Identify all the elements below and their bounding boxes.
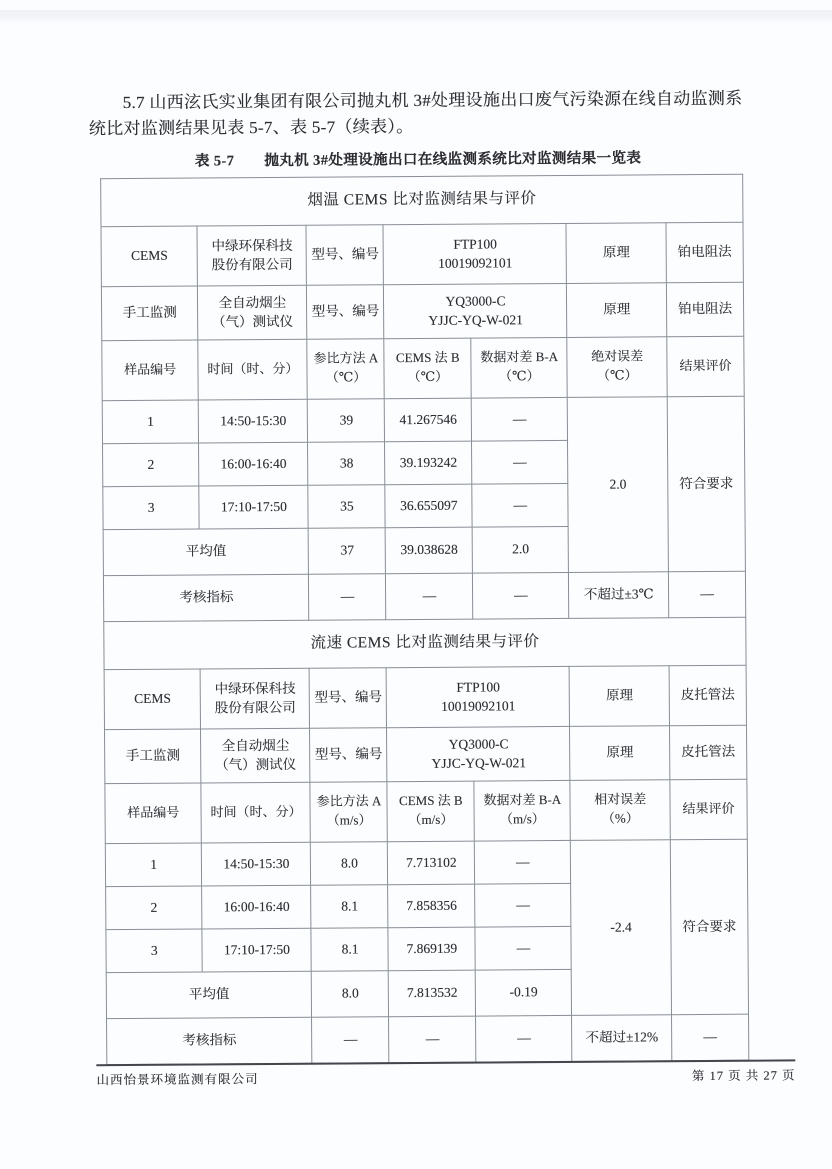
model-value-cell: FTP100 10019092101	[387, 666, 570, 727]
equipment-role-cell: 手工监测	[101, 286, 198, 341]
average-ref-cell: 8.0	[312, 970, 389, 1017]
principle-value-cell: 铂电阻法	[666, 282, 743, 337]
average-cems-cell: 39.038628	[386, 527, 473, 574]
col-header-error: 相对误差 （%）	[570, 779, 670, 840]
model-label-cell: 型号、编号	[306, 224, 383, 285]
col-header-data-diff: 数据对差 B-A （℃）	[471, 337, 568, 398]
diff-value-cell: —	[471, 397, 568, 441]
col-header-cems-method: CEMS 法 B （℃）	[384, 338, 471, 399]
principle-label-cell: 原理	[566, 222, 666, 283]
assessment-label-cell: 考核指标	[107, 1017, 313, 1064]
col-header-error: 绝对误差 （℃）	[567, 336, 667, 397]
average-diff-cell: 2.0	[472, 526, 569, 573]
sample-no-cell: 2	[106, 886, 203, 930]
col-header-result: 结果评价	[670, 779, 748, 840]
ref-value-cell: 38	[308, 441, 385, 485]
error-merged-cell: 2.0	[568, 396, 669, 572]
sample-no-cell: 1	[105, 843, 202, 887]
result-merged-cell: 符合要求	[670, 839, 748, 1015]
col-header-ref-method: 参比方法 A （℃）	[307, 338, 384, 399]
principle-value-cell: 铂电阻法	[666, 222, 744, 283]
cems-value-cell: 7.713102	[388, 841, 475, 885]
equipment-device-cell: 全自动烟尘 （气）测试仪	[201, 728, 310, 783]
principle-label-cell: 原理	[569, 665, 669, 726]
assessment-label-cell: 考核指标	[103, 574, 309, 621]
col-header-sample-no: 样品编号	[105, 783, 202, 844]
principle-value-cell: 皮托管法	[669, 665, 747, 726]
principle-label-cell: 原理	[570, 725, 670, 780]
principle-label-cell: 原理	[567, 282, 667, 337]
average-label-cell: 平均值	[106, 971, 312, 1018]
ref-value-cell: 8.1	[311, 884, 388, 928]
model-value-cell: YQ3000-C YJJC-YQ-W-021	[387, 726, 570, 781]
table-caption	[89, 145, 747, 171]
intro-paragraph: 5.7 山西泫氏实业集团有限公司抛丸机 3#处理设施出口废气污染源在线自动监测系统比对监测结果见表 5-7、表 5-7（续表）。	[88, 88, 743, 139]
result-merged-cell: 符合要求	[667, 396, 745, 572]
sample-no-cell: 1	[102, 400, 199, 444]
col-header-result: 结果评价	[667, 336, 745, 397]
assessment-diff-cell: —	[476, 1015, 573, 1062]
ref-value-cell: 8.0	[311, 841, 388, 885]
sample-time-cell: 17:10-17:50	[202, 928, 311, 972]
sample-no-cell: 3	[106, 929, 203, 973]
page-content	[89, 86, 754, 1065]
section-title: 流速 CEMS 比对监测结果与评价	[104, 617, 746, 669]
equipment-device-cell: 中绿环保科技 股份有限公司	[197, 225, 307, 286]
average-cems-cell: 7.813532	[389, 970, 476, 1017]
cems-value-cell: 39.193242	[385, 441, 472, 485]
sample-time-cell: 16:00-16:40	[199, 442, 308, 486]
col-header-time: 时间（时、分）	[198, 339, 308, 400]
equipment-role-cell: 手工监测	[105, 729, 202, 784]
comparison-table	[100, 173, 749, 1064]
cems-value-cell: 41.267546	[385, 398, 472, 442]
table-caption-label: 表 5-7	[194, 152, 235, 170]
diff-value-cell: —	[475, 883, 572, 927]
principle-value-cell: 皮托管法	[669, 725, 746, 780]
col-header-time: 时间（时、分）	[201, 782, 311, 843]
cems-value-cell: 36.655097	[385, 484, 472, 528]
sample-time-cell: 14:50-15:30	[199, 399, 308, 443]
diff-value-cell: —	[472, 483, 569, 527]
section-title: 烟温 CEMS 比对监测结果与评价	[101, 174, 743, 226]
assessment-result-cell: —	[668, 571, 745, 618]
assessment-limit-cell: 不超过±3℃	[569, 571, 669, 618]
model-label-cell: 型号、编号	[310, 667, 387, 728]
model-value-cell: YQ3000-C YJJC-YQ-W-021	[384, 283, 567, 338]
col-header-cems-method: CEMS 法 B （m/s）	[387, 781, 474, 842]
diff-value-cell: —	[475, 926, 572, 970]
model-value-cell: FTP100 10019092101	[383, 223, 566, 284]
average-diff-cell: -0.19	[475, 969, 572, 1016]
equipment-device-cell: 中绿环保科技 股份有限公司	[200, 668, 310, 729]
ref-value-cell: 39	[308, 398, 385, 442]
page-footer	[96, 1059, 795, 1088]
sample-no-cell: 3	[103, 486, 200, 530]
cems-value-cell: 7.858356	[388, 884, 475, 928]
assessment-ref-cell: —	[309, 573, 386, 620]
sample-time-cell: 17:10-17:50	[199, 485, 308, 529]
diff-value-cell: —	[474, 840, 571, 884]
equipment-role-cell: CEMS	[104, 669, 201, 730]
col-header-data-diff: 数据对差 B-A （m/s）	[474, 780, 571, 841]
sample-no-cell: 2	[103, 443, 200, 487]
model-label-cell: 型号、编号	[310, 727, 387, 782]
footer-page-info: 第 17 页 共 27 页	[691, 1068, 796, 1084]
table-caption-title: 抛丸机 3#处理设施出口在线监测系统比对监测结果一览表	[264, 150, 642, 169]
col-header-sample-no: 样品编号	[102, 340, 199, 401]
assessment-ref-cell: —	[312, 1016, 389, 1063]
assessment-limit-cell: 不超过±12%	[572, 1014, 672, 1061]
assessment-cems-cell: —	[386, 573, 473, 620]
ref-value-cell: 8.1	[311, 927, 388, 971]
diff-value-cell: —	[472, 440, 569, 484]
col-header-ref-method: 参比方法 A （m/s）	[310, 781, 387, 842]
assessment-result-cell: —	[671, 1014, 748, 1061]
sample-time-cell: 16:00-16:40	[202, 885, 311, 929]
equipment-device-cell: 全自动烟尘 （气）测试仪	[198, 285, 307, 340]
average-ref-cell: 37	[309, 527, 386, 574]
ref-value-cell: 35	[308, 484, 385, 528]
assessment-cems-cell: —	[389, 1016, 476, 1063]
assessment-diff-cell: —	[473, 572, 570, 619]
sample-time-cell: 14:50-15:30	[202, 842, 311, 886]
equipment-role-cell: CEMS	[101, 226, 198, 287]
model-label-cell: 型号、编号	[307, 284, 384, 339]
error-merged-cell: -2.4	[571, 839, 672, 1015]
average-label-cell: 平均值	[103, 528, 309, 575]
footer-company: 山西怡景环境监测有限公司	[96, 1072, 259, 1088]
cems-value-cell: 7.869139	[388, 927, 475, 971]
